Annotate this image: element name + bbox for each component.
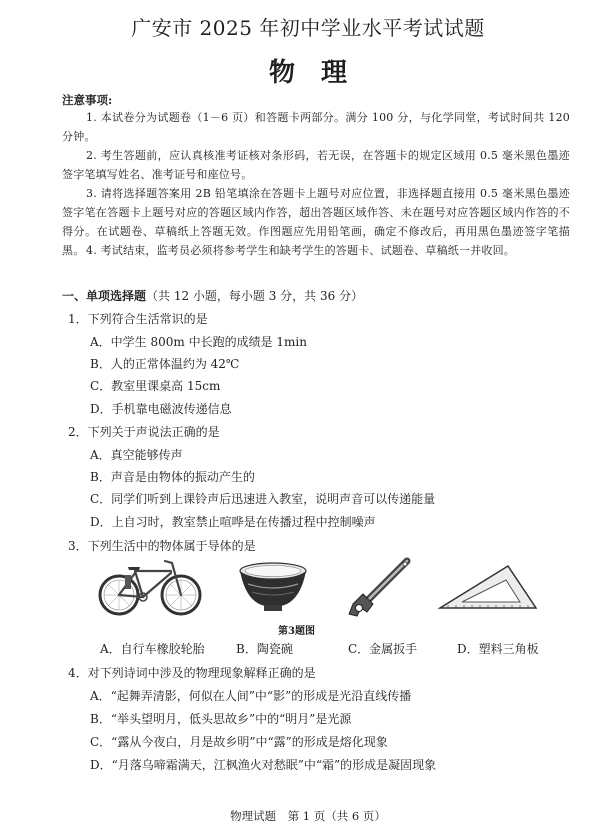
question-3-stem: 3．下列生活中的物体属于导体的是 <box>68 539 256 553</box>
section-label: 一、单项选择题 <box>62 289 147 303</box>
section-info: （共 12 小题，每小题 3 分，共 36 分） <box>146 289 364 303</box>
figure-caption: 第3题图 <box>278 626 315 637</box>
question-1-option-c: C．教室里课桌高 15cm <box>90 379 221 393</box>
ceramic-bowl-figure <box>238 562 308 614</box>
question-4-option-b: B．“举头望明月，低头思故乡”中的“明月”是光源 <box>90 712 352 726</box>
question-2-option-d: D．上自习时，教室禁止喧哗是在传播过程中控制噪声 <box>90 515 376 529</box>
question-2-option-a: A．真空能够传声 <box>90 448 183 462</box>
notice-item-2: 2. 考生答题前，应认真核准考证核对条形码，若无误，在答题卡的规定区域用 0.5 毫米黑色墨迹签字笔填写姓名、准考证号和座位号。 <box>62 149 570 181</box>
question-4-option-c: C．“露从今夜白，月是故乡明”中“露”的形成是熔化现象 <box>90 735 388 749</box>
question-2-stem: 2．下列关于声说法正确的是 <box>68 425 220 439</box>
question-1-option-d: D．手机靠电磁波传递信息 <box>90 402 232 416</box>
question-3-option-d: D．塑料三角板 <box>457 642 539 656</box>
question-3-option-a: A．自行车橡胶轮胎 <box>100 642 205 656</box>
question-4-option-a: A．“起舞弄清影，何似在人间”中“影”的形成是光沿直线传播 <box>90 689 412 703</box>
question-1-stem: 1．下列符合生活常识的是 <box>68 312 208 326</box>
subject-title: 物 理 <box>268 58 347 88</box>
question-4-stem: 4．对下列诗词中涉及的物理现象解释正确的是 <box>68 666 316 680</box>
bicycle-figure <box>95 555 205 620</box>
notice-item-3: 3. 请将选择题答案用 2B 铅笔填涂在答题卡上题号对应位置，非选择题直接用 0.5 毫米黑色墨迹签字笔在答题卡上题号对应的答题区域内作答，超出答题区域作答、未在题号对应答题区域内作答的不得分。在试题卷、草稿纸上答题无效。作图题应先用铅笔画，确定不修改后，再用黑色墨迹签字笔描黑。 <box>62 187 570 257</box>
question-1-option-a: A．中学生 800m 中长跑的成绩是 1min <box>90 335 307 349</box>
question-2-option-c: C．同学们听到上课铃声后迅速进入教室，说明声音可以传递能量 <box>90 492 436 506</box>
plastic-triangle-ruler-figure <box>438 562 538 612</box>
question-4-option-d: D．“月落乌啼霜满天，江枫渔火对愁眠”中“霜”的形成是凝固现象 <box>90 758 437 772</box>
notice-heading: 注意事项: <box>62 93 113 107</box>
question-3-option-b: B．陶瓷碗 <box>236 642 293 656</box>
page-footer: 物理试题 第 1 页（共 6 页） <box>230 809 386 823</box>
notice-item-1: 1. 本试卷分为试题卷（1－6 页）和答题卡两部分。满分 100 分，与化学同堂，考试时间共 120 分钟。 <box>62 111 570 143</box>
exam-title: 广安市 2025 年初中学业水平考试试题 <box>131 16 485 40</box>
metal-wrench-figure <box>345 556 413 622</box>
notice-item-4: 4. 考试结束，监考员必须将参考学生和缺考学生的答题卡、试题卷、草稿纸一并收回。 <box>86 244 515 257</box>
question-2-option-b: B．声音是由物体的振动产生的 <box>90 470 255 484</box>
section-heading <box>62 287 363 304</box>
question-1-option-b: B．人的正常体温约为 42℃ <box>90 357 240 371</box>
question-3-option-c: C．金属扳手 <box>348 642 418 656</box>
